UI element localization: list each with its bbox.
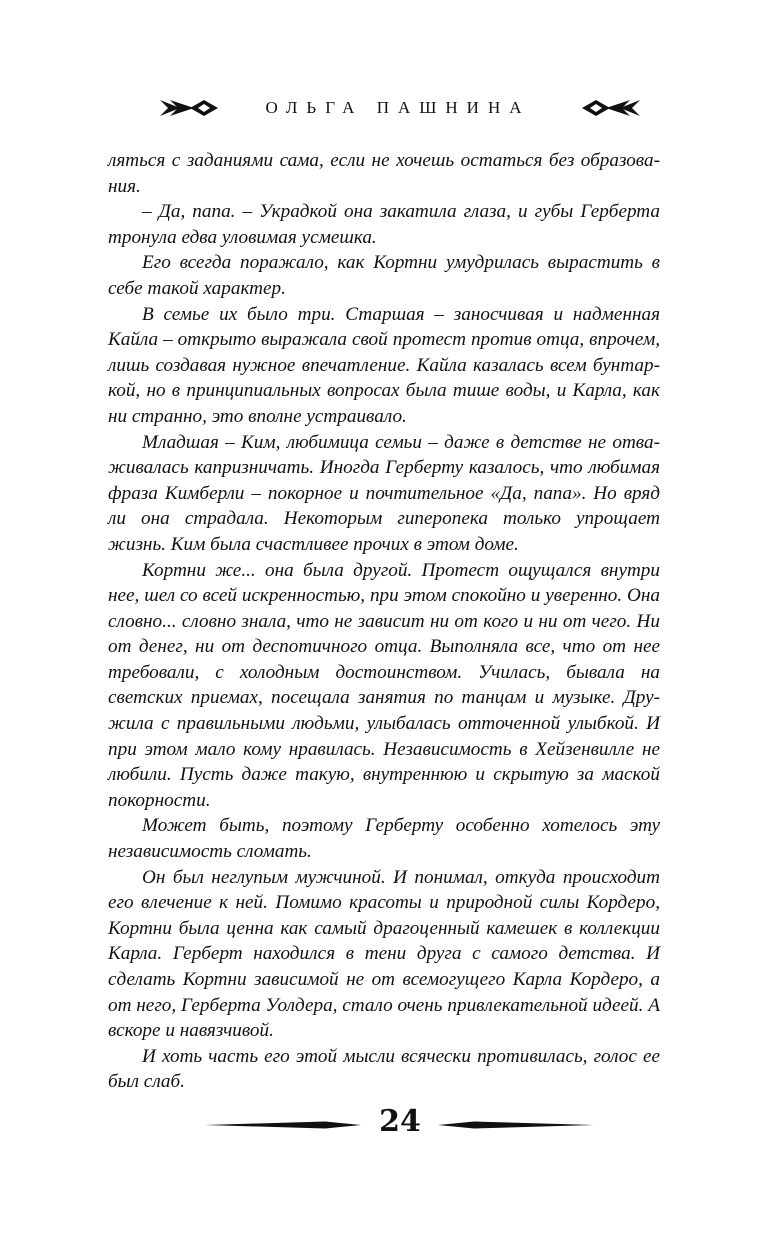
footer-rule-right-icon xyxy=(438,1118,594,1132)
paragraph-3: Его всегда поражало, как Кортни умудрилась вырастить в себе такой характер. xyxy=(108,252,660,299)
ornament-right-icon xyxy=(582,96,640,120)
paragraph-6: Кортни же... она была другой. Протест ощущался внутри нее, шел со всей искренностью, при этом спокойно и уверенно. Она словно... словно знала, что не зависит ни от кого и ни от чего. Ни от денег, ни от деспотичного отца. Выполняла все, что от нее требовали, с холодным достоинством. Училась, бывала на светских приемах, посещала занятия по танцам и музыке. Дружила с правильными людьми, улыбалась отточенной улыбкой. И при этом мало кому нравилась. Независимость в Хейзенвилле не любили. Пусть даже такую, внутреннюю и скрытую за маской покорности. xyxy=(108,559,660,811)
running-header xyxy=(0,92,768,128)
paragraph-5: Младшая – Ким, любимица семьи – даже в детстве не отваживалась капризничать. Иногда Герберту казалось, что любимая фраза Кимберли – покорное и почтительное «Да, папа». Но вряд ли она страдала. Некоторым гиперопека только упрощает жизнь. Ким была счастливее прочих в этом доме. xyxy=(108,431,660,555)
footer-rule-left-icon xyxy=(205,1118,361,1132)
body-text xyxy=(108,148,660,1095)
paragraph-7: Может быть, поэтому Герберту особенно хотелось эту независимость сломать. xyxy=(108,815,660,863)
page-number: 24 xyxy=(379,1104,421,1139)
paragraph-4: В семье их было три. Старшая – заносчивая и надменная Кайла – открыто выражала свой протест против отца, впрочем, лишь создавая нужное впечатление. Кайла казалась всем бунтаркой, но в принципиальных вопросах была тише воды, и Карла, как ни странно, это вполне устраивало. xyxy=(108,303,660,427)
ornament-left-icon xyxy=(160,96,218,120)
paragraph-2: – Да, папа. – Украдкой она закатила глаза, и губы Герберта тронула едва уловимая усмешка. xyxy=(108,201,660,248)
author-name: ОЛЬГА ПАШНИНА xyxy=(265,98,531,117)
page-footer xyxy=(0,1104,768,1154)
paragraph-8: Он был неглупым мужчиной. И понимал, откуда происходит его влечение к ней. Помимо красоты и природной силы Кордеро, Кортни была ценна как самый драгоценный камешек в коллекции Карла. Герберт находился в тени друга с самого детства. И сделать Кортни зависимой не от всемогущего Карла Кордеро, а от него, Герберта Уолдера, стало очень привлекательной идеей. А вскоре и навязчивой. xyxy=(108,866,660,1042)
paragraph-9: И хоть часть его этой мысли всячески противилась, голос ее был слаб. xyxy=(108,1045,660,1093)
paragraph-1: ляться с заданиями сама, если не хочешь остаться без образования. xyxy=(108,150,660,197)
